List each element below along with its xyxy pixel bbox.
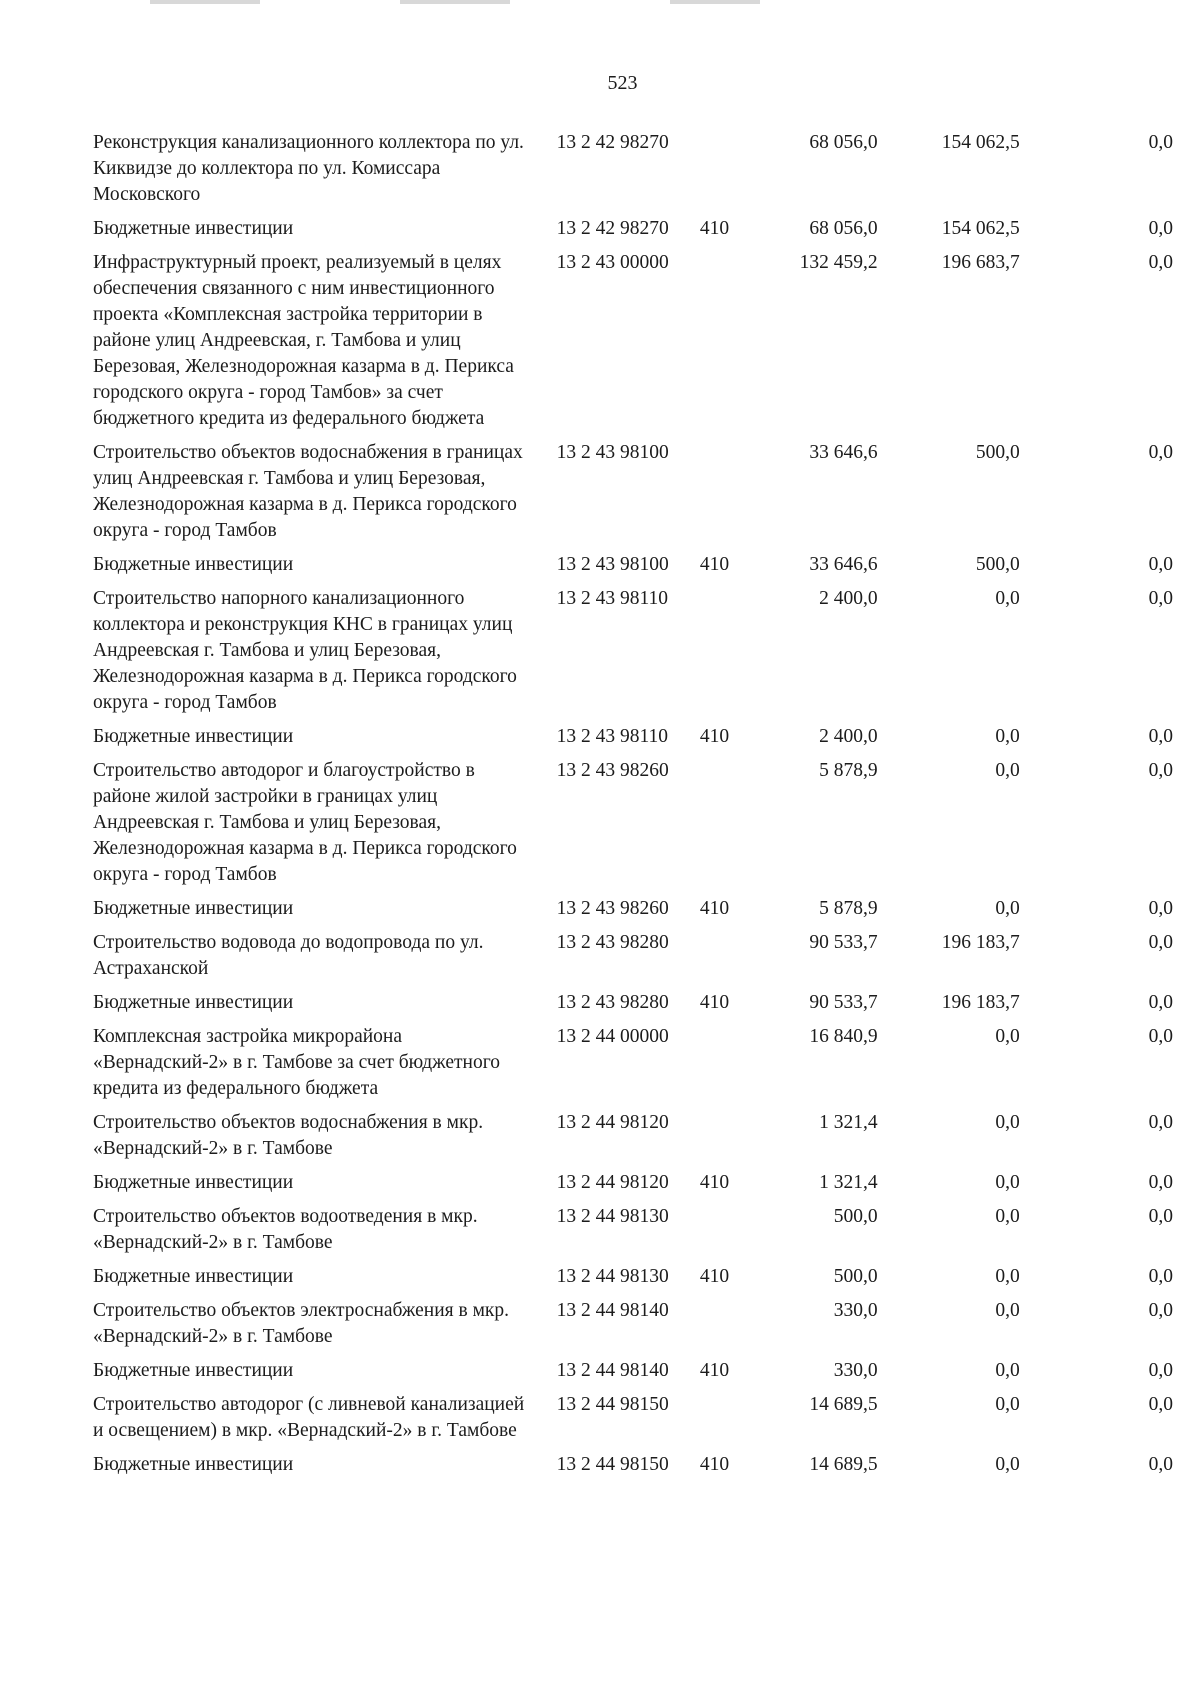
amount-year-3: 0,0 bbox=[1148, 554, 1173, 575]
amount-year-3: 0,0 bbox=[1148, 1266, 1173, 1287]
amount-year-2: 154 062,5 bbox=[941, 132, 1020, 153]
row-name: Комплексная застройка микрорайона «Вернадский-2» в г. Тамбове за счет бюджетного кредита из федерального бюджета bbox=[93, 1026, 501, 1099]
expense-type-code: 410 bbox=[699, 1360, 730, 1381]
amount-year-1: 500,0 bbox=[833, 1266, 878, 1287]
table-row bbox=[93, 758, 1173, 896]
row-name: Строительство объектов водоснабжения в мкр. «Вернадский-2» в г. Тамбове bbox=[93, 1112, 484, 1159]
expense-type-code bbox=[700, 1024, 751, 1110]
row-name: Бюджетные инвестиции bbox=[93, 898, 294, 919]
amount-year-3: 0,0 bbox=[1148, 932, 1173, 953]
target-article-code: 13 2 43 98280 bbox=[556, 992, 669, 1013]
target-article-code: 13 2 44 98140 bbox=[556, 1300, 669, 1321]
table-row bbox=[93, 552, 1173, 586]
amount-year-3: 0,0 bbox=[1148, 1172, 1173, 1193]
amount-year-1: 500,0 bbox=[833, 1206, 878, 1227]
amount-year-3: 0,0 bbox=[1148, 442, 1173, 463]
amount-year-2: 0,0 bbox=[995, 760, 1020, 781]
amount-year-1: 5 878,9 bbox=[819, 760, 878, 781]
row-name: Бюджетные инвестиции bbox=[93, 992, 294, 1013]
row-name: Строительство автодорог (с ливневой канализацией и освещением) в мкр. «Вернадский-2» в г. Тамбове bbox=[93, 1394, 525, 1441]
target-article-code: 13 2 42 98270 bbox=[556, 132, 669, 153]
target-article-code: 13 2 44 98120 bbox=[556, 1112, 669, 1133]
amount-year-2: 0,0 bbox=[995, 726, 1020, 747]
amount-year-1: 90 533,7 bbox=[809, 992, 878, 1013]
amount-year-3: 0,0 bbox=[1148, 1026, 1173, 1047]
table-body bbox=[93, 130, 1173, 1486]
table-row bbox=[93, 1358, 1173, 1392]
table-row bbox=[93, 724, 1173, 758]
amount-year-1: 16 840,9 bbox=[809, 1026, 878, 1047]
amount-year-2: 500,0 bbox=[975, 554, 1020, 575]
amount-year-2: 0,0 bbox=[995, 898, 1020, 919]
target-article-code: 13 2 44 98130 bbox=[556, 1266, 669, 1287]
table-row bbox=[93, 930, 1173, 990]
expense-type-code bbox=[700, 1204, 751, 1264]
target-article-code: 13 2 44 98140 bbox=[556, 1360, 669, 1381]
amount-year-3: 0,0 bbox=[1148, 1360, 1173, 1381]
amount-year-3: 0,0 bbox=[1148, 588, 1173, 609]
row-name: Строительство объектов водоснабжения в границах улиц Андреевская г. Тамбова и улиц Березовая, Железнодорожная казарма в д. Перикса городского округа - город Тамбов bbox=[93, 442, 523, 541]
amount-year-3: 0,0 bbox=[1148, 760, 1173, 781]
amount-year-1: 1 321,4 bbox=[819, 1112, 878, 1133]
row-name: Инфраструктурный проект, реализуемый в целях обеспечения связанного с ним инвестиционного проекта «Комплексная застройка территории в районе улиц Андреевская, г. Тамбова и улиц Березовая, Железнодорожная казарма в д. Перикса городского округа - город Тамбов» за счет бюджетного кредита из федерального бюджета bbox=[93, 252, 514, 429]
table-row bbox=[93, 1170, 1173, 1204]
amount-year-2: 196 683,7 bbox=[941, 252, 1020, 273]
table-row bbox=[93, 1298, 1173, 1358]
row-name: Бюджетные инвестиции bbox=[93, 1266, 294, 1287]
row-name: Строительство объектов водоотведения в мкр. «Вернадский-2» в г. Тамбове bbox=[93, 1206, 478, 1253]
table-row bbox=[93, 130, 1173, 216]
amount-year-1: 330,0 bbox=[833, 1300, 878, 1321]
expense-type-code bbox=[700, 250, 751, 440]
amount-year-1: 33 646,6 bbox=[809, 554, 878, 575]
amount-year-1: 68 056,0 bbox=[809, 218, 878, 239]
row-name: Бюджетные инвестиции bbox=[93, 1454, 294, 1475]
scan-artifact bbox=[400, 0, 510, 4]
target-article-code: 13 2 43 98100 bbox=[556, 442, 669, 463]
expense-type-code: 410 bbox=[699, 1266, 730, 1287]
table-row bbox=[93, 1392, 1173, 1452]
amount-year-1: 68 056,0 bbox=[809, 132, 878, 153]
table-row bbox=[93, 1204, 1173, 1264]
amount-year-1: 2 400,0 bbox=[819, 726, 878, 747]
table-row bbox=[93, 440, 1173, 552]
amount-year-2: 196 183,7 bbox=[941, 992, 1020, 1013]
amount-year-3: 0,0 bbox=[1148, 1206, 1173, 1227]
amount-year-2: 0,0 bbox=[995, 1454, 1020, 1475]
scan-artifact bbox=[150, 0, 260, 4]
scan-artifact bbox=[670, 0, 760, 4]
amount-year-3: 0,0 bbox=[1148, 1112, 1173, 1133]
target-article-code: 13 2 43 98260 bbox=[556, 898, 669, 919]
table-row bbox=[93, 1264, 1173, 1298]
target-article-code: 13 2 44 98150 bbox=[556, 1454, 669, 1475]
expense-type-code: 410 bbox=[699, 992, 730, 1013]
amount-year-2: 0,0 bbox=[995, 1026, 1020, 1047]
expense-type-code bbox=[700, 1110, 751, 1170]
amount-year-1: 90 533,7 bbox=[809, 932, 878, 953]
row-name: Строительство водовода до водопровода по ул. Астраханской bbox=[93, 932, 484, 979]
amount-year-3: 0,0 bbox=[1148, 1300, 1173, 1321]
row-name: Бюджетные инвестиции bbox=[93, 1172, 294, 1193]
amount-year-1: 5 878,9 bbox=[819, 898, 878, 919]
expense-type-code: 410 bbox=[699, 898, 730, 919]
amount-year-3: 0,0 bbox=[1148, 218, 1173, 239]
amount-year-3: 0,0 bbox=[1148, 1394, 1173, 1415]
table-row bbox=[93, 586, 1173, 724]
row-name: Строительство объектов электроснабжения в мкр. «Вернадский-2» в г. Тамбове bbox=[93, 1300, 510, 1347]
expense-type-code: 410 bbox=[699, 1172, 730, 1193]
amount-year-1: 2 400,0 bbox=[819, 588, 878, 609]
target-article-code: 13 2 44 00000 bbox=[556, 1026, 669, 1047]
target-article-code: 13 2 44 98120 bbox=[556, 1172, 669, 1193]
expense-type-code: 410 bbox=[699, 726, 730, 747]
expense-type-code: 410 bbox=[699, 554, 730, 575]
row-name: Реконструкция канализационного коллектора по ул. Киквидзе до коллектора по ул. Комиссара Московского bbox=[93, 132, 524, 205]
row-name: Бюджетные инвестиции bbox=[93, 554, 294, 575]
amount-year-2: 0,0 bbox=[995, 1206, 1020, 1227]
amount-year-1: 14 689,5 bbox=[809, 1394, 878, 1415]
expense-type-code bbox=[700, 1392, 751, 1452]
amount-year-3: 0,0 bbox=[1148, 1454, 1173, 1475]
amount-year-2: 0,0 bbox=[995, 588, 1020, 609]
amount-year-2: 0,0 bbox=[995, 1300, 1020, 1321]
target-article-code: 13 2 43 98100 bbox=[556, 554, 669, 575]
expense-type-code bbox=[700, 586, 751, 724]
target-article-code: 13 2 44 98150 bbox=[556, 1394, 669, 1415]
row-name: Строительство напорного канализационного коллектора и реконструкция КНС в границах улиц Андреевская г. Тамбова и улиц Березовая, Железнодорожная казарма в д. Перикса городского округа - город Тамбов bbox=[93, 588, 517, 713]
amount-year-2: 500,0 bbox=[975, 442, 1020, 463]
amount-year-1: 33 646,6 bbox=[809, 442, 878, 463]
table-row bbox=[93, 1024, 1173, 1110]
page-number: 523 bbox=[607, 72, 638, 94]
amount-year-2: 154 062,5 bbox=[941, 218, 1020, 239]
budget-table bbox=[93, 130, 1173, 1486]
amount-year-2: 0,0 bbox=[995, 1112, 1020, 1133]
amount-year-1: 330,0 bbox=[833, 1360, 878, 1381]
target-article-code: 13 2 43 98280 bbox=[556, 932, 669, 953]
row-name: Бюджетные инвестиции bbox=[93, 1360, 294, 1381]
amount-year-3: 0,0 bbox=[1148, 898, 1173, 919]
table-row bbox=[93, 250, 1173, 440]
target-article-code: 13 2 43 98110 bbox=[556, 726, 669, 747]
target-article-code: 13 2 43 00000 bbox=[556, 252, 669, 273]
row-name: Бюджетные инвестиции bbox=[93, 726, 294, 747]
table-row bbox=[93, 990, 1173, 1024]
table-row bbox=[93, 216, 1173, 250]
amount-year-2: 0,0 bbox=[995, 1172, 1020, 1193]
expense-type-code bbox=[700, 130, 751, 216]
amount-year-3: 0,0 bbox=[1148, 252, 1173, 273]
amount-year-3: 0,0 bbox=[1148, 992, 1173, 1013]
table-row bbox=[93, 1110, 1173, 1170]
amount-year-1: 1 321,4 bbox=[819, 1172, 878, 1193]
table-row bbox=[93, 896, 1173, 930]
target-article-code: 13 2 42 98270 bbox=[556, 218, 669, 239]
target-article-code: 13 2 44 98130 bbox=[556, 1206, 669, 1227]
row-name: Строительство автодорог и благоустройство в районе жилой застройки в границах улиц Андреевская г. Тамбова и улиц Березовая, Железнодорожная казарма в д. Перикса городского округа - город Тамбов bbox=[93, 760, 517, 885]
expense-type-code bbox=[700, 440, 751, 552]
amount-year-2: 0,0 bbox=[995, 1360, 1020, 1381]
row-name: Бюджетные инвестиции bbox=[93, 218, 294, 239]
amount-year-1: 14 689,5 bbox=[809, 1454, 878, 1475]
expense-type-code bbox=[700, 1298, 751, 1358]
amount-year-3: 0,0 bbox=[1148, 132, 1173, 153]
expense-type-code bbox=[700, 758, 751, 896]
amount-year-1: 132 459,2 bbox=[799, 252, 878, 273]
amount-year-2: 0,0 bbox=[995, 1394, 1020, 1415]
amount-year-2: 196 183,7 bbox=[941, 932, 1020, 953]
target-article-code: 13 2 43 98110 bbox=[556, 588, 669, 609]
expense-type-code bbox=[700, 930, 751, 990]
amount-year-2: 0,0 bbox=[995, 1266, 1020, 1287]
table-row bbox=[93, 1452, 1173, 1486]
target-article-code: 13 2 43 98260 bbox=[556, 760, 669, 781]
expense-type-code: 410 bbox=[699, 218, 730, 239]
amount-year-3: 0,0 bbox=[1148, 726, 1173, 747]
expense-type-code: 410 bbox=[699, 1454, 730, 1475]
